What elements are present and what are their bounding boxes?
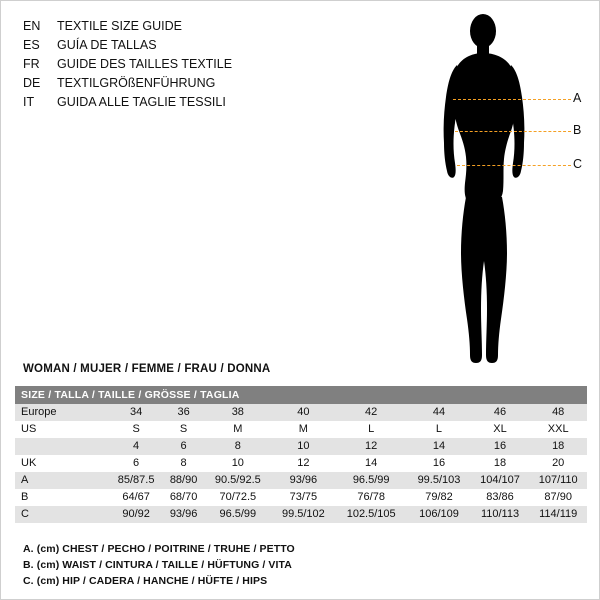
cell: 93/96	[163, 506, 204, 523]
cell: 70/72.5	[204, 489, 272, 506]
cell: 68/70	[163, 489, 204, 506]
cell: 6	[109, 455, 163, 472]
body-figure	[421, 7, 591, 372]
row-label: US	[15, 421, 109, 438]
cell: 88/90	[163, 472, 204, 489]
language-code: DE	[23, 76, 41, 90]
cell: 42	[335, 404, 407, 421]
cell: 12	[272, 455, 335, 472]
cell: 14	[335, 455, 407, 472]
cell: 48	[529, 404, 587, 421]
language-code: IT	[23, 95, 35, 109]
language-title: GUIDE DES TAILLES TEXTILE	[57, 57, 233, 71]
cell: 12	[335, 438, 407, 455]
size-table	[15, 386, 587, 523]
note-hip: C. (cm) HIP / CADERA / HANCHE / HÜFTE / HIPS	[23, 575, 268, 587]
cell: 73/75	[272, 489, 335, 506]
cell: 18	[529, 438, 587, 455]
language-code: FR	[23, 57, 40, 71]
measure-label-b: B	[573, 123, 582, 137]
cell: 64/67	[109, 489, 163, 506]
measure-line-a	[453, 99, 571, 100]
language-row-en	[23, 17, 353, 36]
cell: 44	[407, 404, 470, 421]
cell: 46	[471, 404, 530, 421]
table-row	[15, 438, 587, 455]
cell: 106/109	[407, 506, 470, 523]
cell: 85/87.5	[109, 472, 163, 489]
cell: 93/96	[272, 472, 335, 489]
cell: 96.5/99	[335, 472, 407, 489]
cell: 4	[109, 438, 163, 455]
section-caption-woman: WOMAN / MUJER / FEMME / FRAU / DONNA	[23, 363, 271, 375]
table-row	[15, 506, 587, 523]
cell: 14	[407, 438, 470, 455]
cell: 102.5/105	[335, 506, 407, 523]
language-row-es	[23, 36, 353, 55]
female-silhouette-icon	[421, 7, 591, 372]
cell: 38	[204, 404, 272, 421]
language-title-list	[23, 17, 353, 112]
table-row	[15, 421, 587, 438]
measure-line-c	[457, 165, 571, 166]
row-label: UK	[15, 455, 109, 472]
cell: 76/78	[335, 489, 407, 506]
cell: 90.5/92.5	[204, 472, 272, 489]
table-row	[15, 455, 587, 472]
cell: 8	[163, 455, 204, 472]
language-row-fr	[23, 55, 353, 74]
row-label	[15, 438, 109, 455]
language-title: TEXTILE SIZE GUIDE	[57, 19, 183, 33]
cell: 107/110	[529, 472, 587, 489]
cell: 110/113	[471, 506, 530, 523]
language-code: EN	[23, 19, 41, 33]
cell: 16	[471, 438, 530, 455]
language-row-it	[23, 93, 353, 112]
table-row	[15, 404, 587, 421]
cell: 79/82	[407, 489, 470, 506]
language-row-de	[23, 74, 353, 93]
cell: 96.5/99	[204, 506, 272, 523]
cell: L	[335, 421, 407, 438]
cell: 18	[471, 455, 530, 472]
language-title: GUÍA DE TALLAS	[57, 38, 157, 52]
language-title: TEXTILGRÖßENFÜHRUNG	[57, 76, 216, 90]
table-row	[15, 489, 587, 506]
cell: 99.5/102	[272, 506, 335, 523]
language-code: ES	[23, 38, 40, 52]
table-header-row	[15, 386, 587, 404]
measure-label-c: C	[573, 157, 583, 171]
note-waist: B. (cm) WAIST / CINTURA / TAILLE / HÜFTUNG / VITA	[23, 559, 292, 571]
cell: 99.5/103	[407, 472, 470, 489]
cell: L	[407, 421, 470, 438]
row-label: A	[15, 472, 109, 489]
cell: 10	[204, 455, 272, 472]
measure-label-a: A	[573, 91, 582, 105]
cell: 104/107	[471, 472, 530, 489]
cell: 83/86	[471, 489, 530, 506]
row-label: C	[15, 506, 109, 523]
measure-line-b	[455, 131, 571, 132]
cell: 36	[163, 404, 204, 421]
cell: 114/119	[529, 506, 587, 523]
cell: M	[272, 421, 335, 438]
cell: 20	[529, 455, 587, 472]
cell: M	[204, 421, 272, 438]
row-label: B	[15, 489, 109, 506]
note-chest: A. (cm) CHEST / PECHO / POITRINE / TRUHE / PETTO	[23, 543, 295, 555]
cell: 40	[272, 404, 335, 421]
cell: 34	[109, 404, 163, 421]
cell: S	[109, 421, 163, 438]
cell: 90/92	[109, 506, 163, 523]
table-row	[15, 472, 587, 489]
row-label: Europe	[15, 404, 109, 421]
measurement-notes	[23, 541, 583, 589]
cell: 10	[272, 438, 335, 455]
cell: 87/90	[529, 489, 587, 506]
cell: 16	[407, 455, 470, 472]
cell: S	[163, 421, 204, 438]
cell: XXL	[529, 421, 587, 438]
cell: 8	[204, 438, 272, 455]
cell: XL	[471, 421, 530, 438]
table-header-label: SIZE / TALLA / TAILLE / GRÖSSE / TAGLIA	[15, 386, 587, 404]
language-title: GUIDA ALLE TAGLIE TESSILI	[57, 95, 226, 109]
cell: 6	[163, 438, 204, 455]
